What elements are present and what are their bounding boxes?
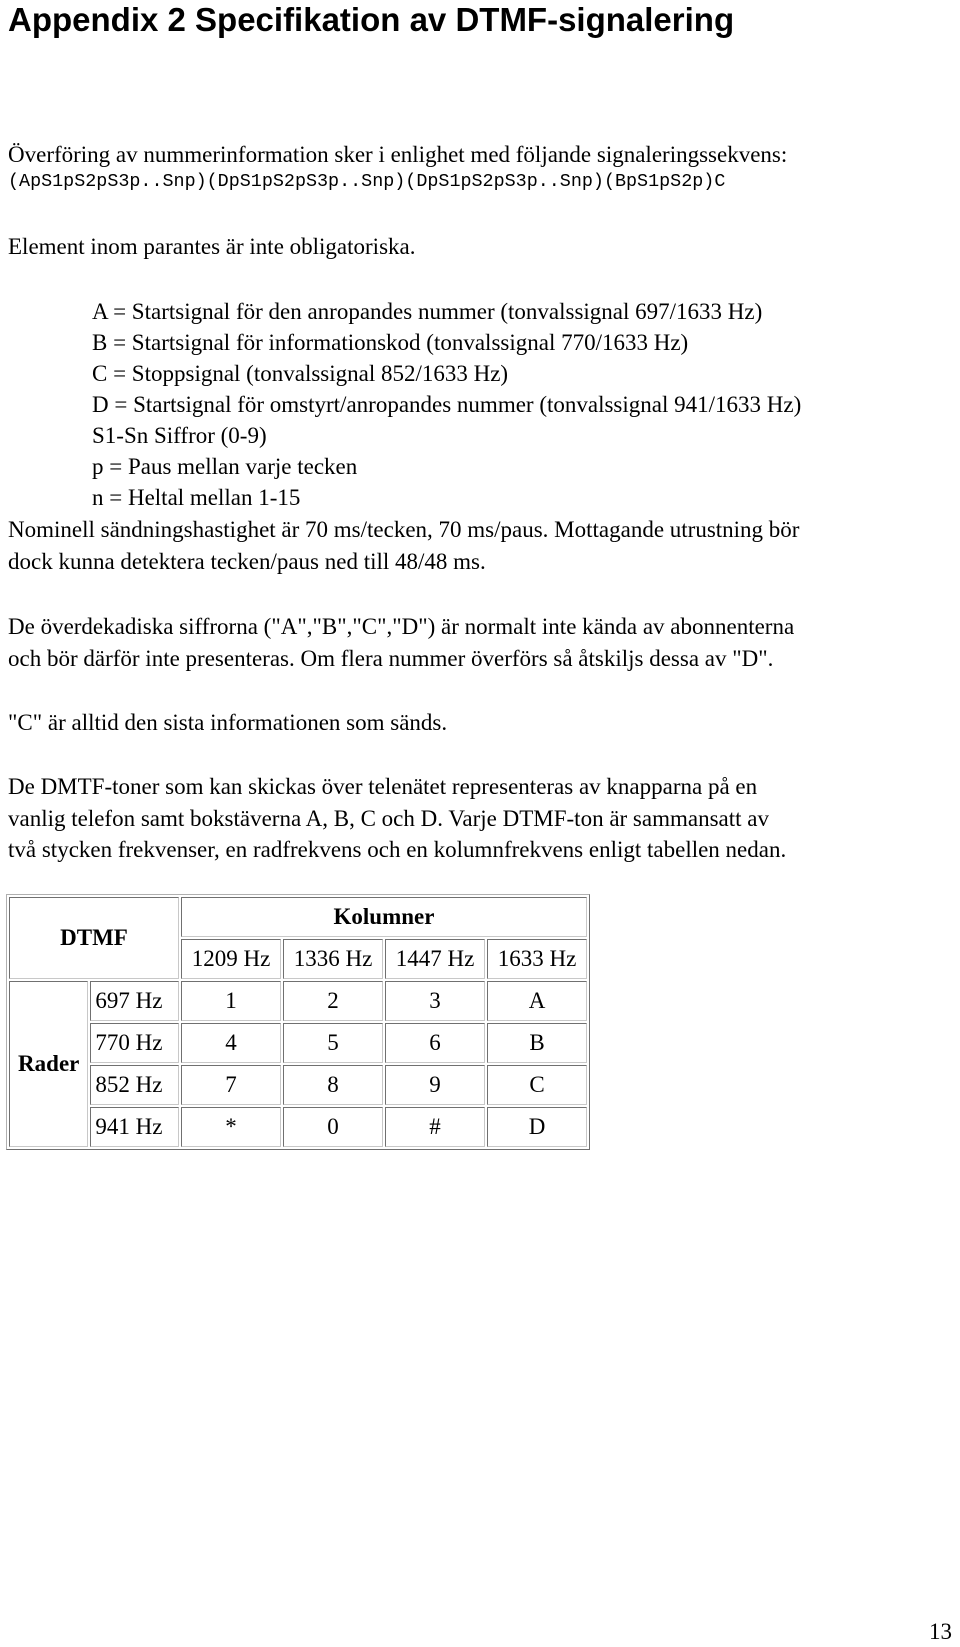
optional-note: Element inom parantes är inte obligatoriska. — [8, 234, 416, 259]
table-cell: 3 — [385, 981, 485, 1021]
table-cell: C — [487, 1065, 587, 1105]
column-freq-cell: 1633 Hz — [487, 939, 587, 979]
paragraph-line: De DMTF-toner som kan skickas över telenätet representeras av knapparna på en — [8, 774, 758, 799]
paragraph-transmission-rate — [8, 514, 960, 577]
table-header-row — [9, 897, 587, 937]
definition-item: n = Heltal mellan 1-15 — [92, 485, 301, 510]
table-cell: 2 — [283, 981, 383, 1021]
table-row — [9, 1065, 587, 1105]
table-row — [9, 981, 587, 1021]
rows-header: Rader — [9, 981, 88, 1147]
table-cell: 5 — [283, 1023, 383, 1063]
table-cell: 9 — [385, 1065, 485, 1105]
table-cell: 6 — [385, 1023, 485, 1063]
definition-list — [92, 296, 801, 513]
table-cell: * — [181, 1107, 281, 1147]
column-freq-cell: 1336 Hz — [283, 939, 383, 979]
table-cell: # — [385, 1107, 485, 1147]
table-cell: 8 — [283, 1065, 383, 1105]
table-cell: 4 — [181, 1023, 281, 1063]
definition-item: B = Startsignal för informationskod (tonvalssignal 770/1633 Hz) — [92, 330, 689, 355]
row-freq-cell: 941 Hz — [90, 1107, 179, 1147]
table-cell: 1 — [181, 981, 281, 1021]
page-number: 13 — [929, 1619, 952, 1644]
table-cell: B — [487, 1023, 587, 1063]
column-freq-cell: 1447 Hz — [385, 939, 485, 979]
paragraph-line: "C" är alltid den sista informationen som sänds. — [8, 710, 448, 735]
table-cell: A — [487, 981, 587, 1021]
paragraph-overdecadic — [8, 611, 960, 674]
definition-item: A = Startsignal för den anropandes nummer (tonvalssignal 697/1633 Hz) — [92, 299, 763, 324]
row-freq-cell: 770 Hz — [90, 1023, 179, 1063]
definition-item: C = Stoppsignal (tonvalssignal 852/1633 Hz) — [92, 361, 509, 386]
table-row — [9, 1023, 587, 1063]
table-cell: 0 — [283, 1107, 383, 1147]
dtmf-frequency-table — [6, 894, 590, 1150]
table-cell: D — [487, 1107, 587, 1147]
table-cell: 7 — [181, 1065, 281, 1105]
definition-item: S1-Sn Siffror (0-9) — [92, 423, 267, 448]
paragraph-line: De överdekadiska siffrorna ("A","B","C","D") är normalt inte kända av abonnenterna — [8, 614, 795, 639]
column-freq-cell: 1209 Hz — [181, 939, 281, 979]
intro-text: Överföring av nummerinformation sker i enlighet med följande signaleringssekvens: — [8, 142, 788, 167]
paragraph-c-last — [8, 707, 960, 739]
paragraph-dtmf-tones — [8, 771, 960, 866]
paragraph-line: två stycken frekvenser, en radfrekvens och en kolumnfrekvens enligt tabellen nedan. — [8, 837, 787, 862]
columns-header: Kolumner — [181, 897, 587, 937]
row-freq-cell: 697 Hz — [90, 981, 179, 1021]
paragraph-line: dock kunna detektera tecken/paus ned till 48/48 ms. — [8, 548, 486, 574]
paragraph-line: och bör därför inte presenteras. Om flera nummer överförs så åtskiljs dessa av "D". — [8, 645, 774, 671]
paragraph-line: vanlig telefon samt bokstäverna A, B, C och D. Varje DTMF-ton är sammansatt av — [8, 805, 769, 831]
page-title: Appendix 2 Specifikation av DTMF-signalering — [8, 1, 735, 38]
definition-item: D = Startsignal för omstyrt/anropandes nummer (tonvalssignal 941/1633 Hz) — [92, 392, 802, 417]
table-row — [9, 1107, 587, 1147]
paragraph-line: Nominell sändningshastighet är 70 ms/tecken, 70 ms/paus. Mottagande utrustning bör — [8, 517, 800, 542]
signaling-sequence: (ApS1pS2pS3p..Snp)(DpS1pS2pS3p..Snp)(DpS1pS2pS3p..Snp)(BpS1pS2p)C — [8, 171, 726, 192]
table-corner-label: DTMF — [9, 897, 179, 979]
row-freq-cell: 852 Hz — [90, 1065, 179, 1105]
definition-item: p = Paus mellan varje tecken — [92, 454, 358, 479]
